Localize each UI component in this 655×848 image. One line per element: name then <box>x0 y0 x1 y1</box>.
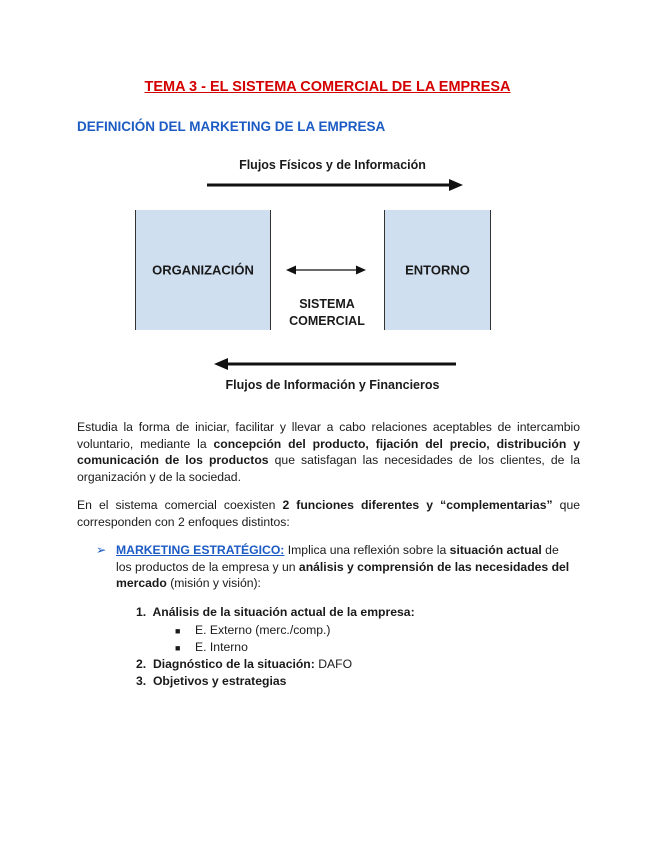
section-heading: DEFINICIÓN DEL MARKETING DE LA EMPRESA <box>77 119 386 134</box>
sub-item-external <box>175 622 330 640</box>
list-item-2 <box>136 656 352 673</box>
sub-item-external-text: E. Externo (merc./comp.) <box>195 623 331 637</box>
environment-label: ENTORNO <box>405 262 470 278</box>
para2-text1: En el sistema comercial coexisten <box>77 498 283 512</box>
square-bullet-icon: ■ <box>175 626 181 636</box>
bottom-flow-arrowhead <box>214 358 228 370</box>
top-flow-arrowhead <box>449 179 463 191</box>
commercial-system-line1: SISTEMA <box>299 297 355 311</box>
bullet-bold2: análisis y comprensión de las necesidades del mercado <box>116 559 570 590</box>
para2-bold1: 2 funciones diferentes y “complementarias” <box>282 498 553 512</box>
bottom-flow-label: Flujos de Información y Financieros <box>225 378 440 392</box>
square-bullet-icon: ■ <box>175 643 181 653</box>
list-item-1-number: 1. <box>136 605 147 619</box>
commercial-system-label <box>270 296 384 330</box>
bidirectional-arrowhead-left <box>286 266 296 275</box>
bullet-bold1: situación actual <box>449 543 542 557</box>
top-flow-label: Flujos Físicos y de Información <box>239 158 426 172</box>
bullet-text3: (misión y visión): <box>166 576 261 590</box>
functions-paragraph <box>77 497 580 530</box>
definition-paragraph <box>77 419 580 485</box>
list-item-2-bold: Diagnóstico de la situación: <box>152 657 315 671</box>
arrow-bullet-icon: ➢ <box>96 543 107 557</box>
para1-bold1: concepción del producto, fijación del precio, distribución y comunicación de los productos <box>77 436 580 467</box>
list-item-3-number: 3. <box>136 674 147 688</box>
para1-text1: Estudia la forma de iniciar, facilitar y llevar a cabo relaciones aceptables de intercambio voluntario, mediante la <box>77 420 580 451</box>
list-item-2-number: 2. <box>136 657 147 671</box>
list-item-1-text: Análisis de la situación actual de la empresa: <box>152 605 415 619</box>
diagram-arrows <box>0 0 655 420</box>
sub-item-internal-text: E. Interno <box>195 640 248 654</box>
bullet-text1: Implica una reflexión sobre la <box>284 543 450 557</box>
sub-item-internal <box>175 639 248 657</box>
bullet-text2: de los productos de la empresa y un <box>116 543 559 574</box>
organization-label: ORGANIZACIÓN <box>152 262 254 278</box>
list-item-3-text: Objetivos y estrategias <box>152 674 287 688</box>
commercial-system-line2: COMERCIAL <box>289 314 365 328</box>
list-item-2-text: DAFO <box>314 657 353 671</box>
para2-text2: que corresponden con 2 enfoques distintos: <box>77 498 580 529</box>
bidirectional-arrowhead-right <box>356 266 366 275</box>
environment-box <box>384 210 491 330</box>
strategic-marketing-link[interactable]: MARKETING ESTRATÉGICO: <box>116 543 285 557</box>
para1-text2: que satisfagan las necesidades de los clientes, de la organización y de la sociedad. <box>77 453 580 484</box>
list-item-1 <box>136 604 415 621</box>
document-title: TEMA 3 - EL SISTEMA COMERCIAL DE LA EMPRESA <box>144 79 511 95</box>
list-item-3 <box>136 673 286 690</box>
organization-box <box>135 210 271 330</box>
